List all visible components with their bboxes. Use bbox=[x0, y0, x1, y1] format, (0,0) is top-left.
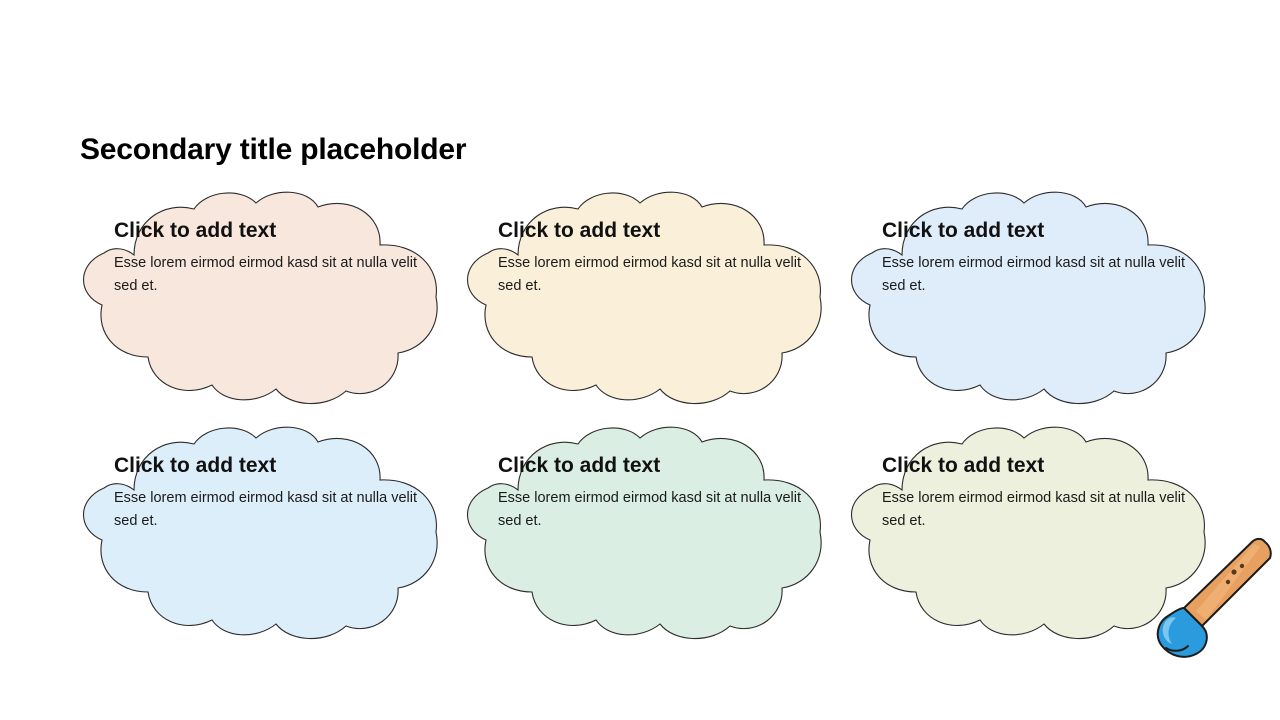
cloud-card[interactable] bbox=[64, 185, 446, 410]
card-text-block bbox=[498, 453, 808, 532]
card-text-block bbox=[882, 453, 1192, 532]
cloud-card[interactable] bbox=[832, 185, 1214, 410]
cloud-card[interactable] bbox=[64, 420, 446, 645]
card-title[interactable]: Click to add text bbox=[882, 219, 1045, 242]
card-text-block bbox=[114, 453, 424, 532]
card-title[interactable]: Click to add text bbox=[114, 454, 277, 477]
cloud-card[interactable] bbox=[448, 420, 830, 645]
card-text-block bbox=[882, 218, 1192, 297]
card-row bbox=[64, 420, 1214, 655]
card-title[interactable]: Click to add text bbox=[114, 219, 277, 242]
cloud-card[interactable] bbox=[448, 185, 830, 410]
card-body[interactable]: Esse lorem eirmod eirmod kasd sit at nulla velit sed et. bbox=[882, 490, 1186, 529]
card-text-block bbox=[498, 218, 808, 297]
card-body[interactable]: Esse lorem eirmod eirmod kasd sit at nulla velit sed et. bbox=[114, 255, 418, 294]
card-row bbox=[64, 185, 1214, 420]
card-title[interactable]: Click to add text bbox=[882, 454, 1045, 477]
card-body[interactable]: Esse lorem eirmod eirmod kasd sit at nulla velit sed et. bbox=[498, 490, 802, 529]
card-text-block bbox=[114, 218, 424, 297]
card-body[interactable]: Esse lorem eirmod eirmod kasd sit at nulla velit sed et. bbox=[882, 255, 1186, 294]
card-grid bbox=[64, 185, 1214, 655]
paintbrush-icon bbox=[1136, 536, 1276, 666]
card-title[interactable]: Click to add text bbox=[498, 454, 661, 477]
card-title[interactable]: Click to add text bbox=[498, 219, 661, 242]
page-title[interactable]: Secondary title placeholder bbox=[80, 133, 467, 166]
card-body[interactable]: Esse lorem eirmod eirmod kasd sit at nulla velit sed et. bbox=[498, 255, 802, 294]
card-body[interactable]: Esse lorem eirmod eirmod kasd sit at nulla velit sed et. bbox=[114, 490, 418, 529]
